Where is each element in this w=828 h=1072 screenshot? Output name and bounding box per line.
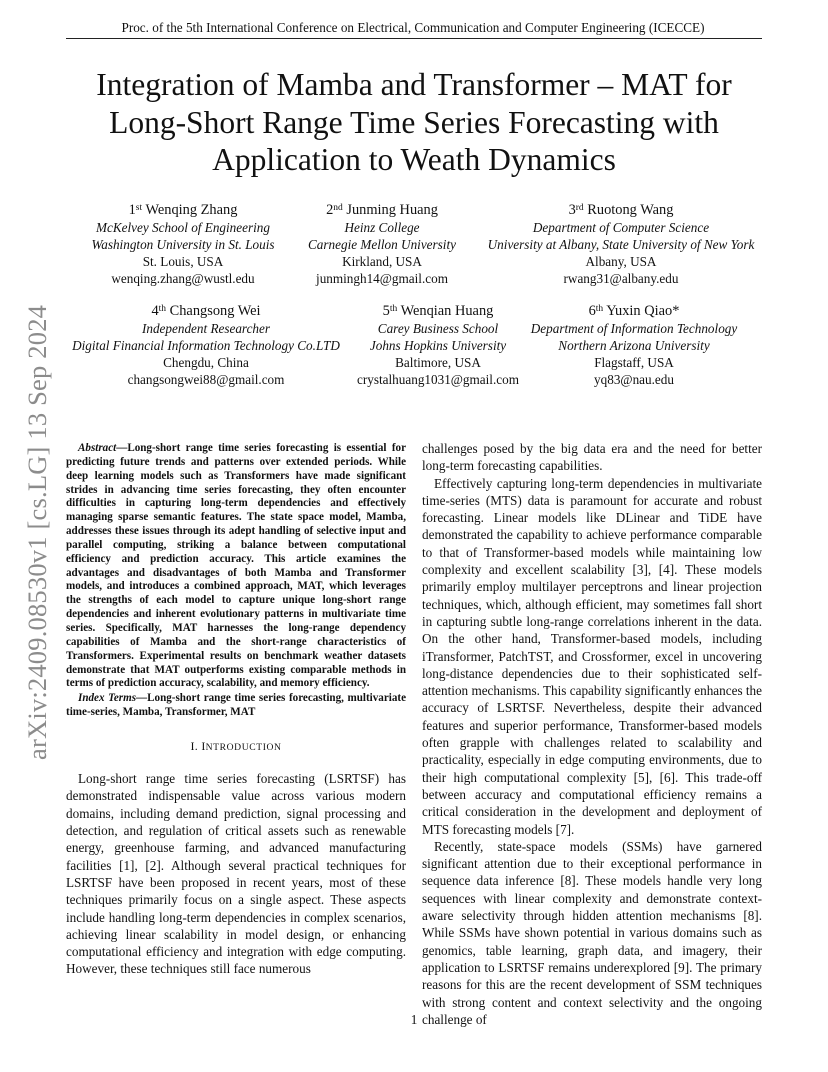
- section-heading: I. INTRODUCTION: [190, 738, 282, 753]
- abstract: [66, 442, 406, 691]
- author-location: Baltimore, USA: [395, 355, 481, 370]
- author-name: 3rd Ruotong Wang: [568, 202, 674, 218]
- body-paragraph: Effectively capturing long-term dependencies in multivariate time-series (MTS) data is paramount for accurate and robust forecasting. Linear models like DLinear and TiDE have demonstrated the capability to achieve performance comparable to that of Transformer-based models while maintaining low complexity and excellent scalability [3], [4]. These models primarily employ multilayer perceptrons and linear projection techniques, which, although efficient, may sometimes fall short in capturing subtle long-range correlations inherent in the data. On the other hand, Transformer-based models, including iTransformer, PatchTST, and Crossformer, excel in uncovering long-distance dependencies due to their sophisticated self-attention mechanisms. This capability significantly enhances the accuracy of LSRTSF. Nevertheless, despite their advanced features and superior performance, Transformer-based models often grapple with challenges related to scalability and practicality, especially in edge computing environments, due to their high computational complexity [5], [6]. This trade-off between accuracy and computational efficiency remains a critical consideration in the development and deployment of MTS forecasting models [7].: [422, 475, 762, 837]
- author-location: St. Louis, USA: [142, 254, 224, 269]
- author-block-3: [474, 202, 768, 287]
- author-name: 2nd Junming Huang: [326, 202, 438, 218]
- conference-header: Proc. of the 5th International Conference on Electrical, Communication and Computer Engineering (ICECCE): [121, 20, 705, 35]
- author-email: crystalhuang1031@gmail.com: [357, 372, 519, 387]
- author-affiliation: Carey Business School: [377, 321, 499, 336]
- author-name: 1st Wenqing Zhang: [128, 202, 238, 218]
- author-email: yq83@nau.edu: [594, 372, 674, 387]
- author-block-4: [60, 303, 352, 388]
- title-line-1: Integration of Mamba and Transformer – MAT for: [96, 67, 732, 102]
- author-affiliation: Heinz College: [344, 220, 420, 235]
- index-terms: [66, 692, 406, 720]
- paper-title: [40, 66, 788, 179]
- body-paragraph: challenges posed by the big data era and the need for better long-term forecasting capabilities.: [422, 441, 762, 474]
- author-name: 4th Changsong Wei: [151, 303, 261, 319]
- left-column: [66, 442, 406, 978]
- author-name: 6th Yuxin Qiao*: [588, 303, 680, 319]
- author-name: 5th Wenqian Huang: [382, 303, 494, 319]
- body-paragraph: Recently, state-space models (SSMs) have garnered significant attention due to their exceptional performance in sequence data inference [8]. These models handle very long sequences with linear complexity and demonstrate context-aware selectivity through hidden attention mechanisms [8]. While SSMs have shown potential in various domains such as genomics, table learning, graph data, and imagery, their application to LSRTSF remains underexplored [9]. The primary reasons for this are the recent development of SSM techniques with strong content and context selectivity and the ongoing challenge of: [422, 838, 762, 1027]
- author-institution: University at Albany, State University of New York: [487, 237, 755, 252]
- title-line-2: Long-Short Range Time Series Forecasting with: [109, 104, 719, 140]
- index-terms-label: Index Terms: [78, 692, 137, 705]
- author-email: wenqing.zhang@wustl.edu: [111, 271, 255, 286]
- abstract-label: Abstract: [78, 442, 117, 454]
- author-block-2: [296, 202, 468, 287]
- right-column: [422, 440, 762, 1028]
- author-email: changsongwei88@gmail.com: [127, 372, 285, 387]
- author-institution: Digital Financial Information Technology Co.LTD: [72, 338, 340, 353]
- author-institution: Johns Hopkins University: [369, 338, 507, 353]
- author-block-1: [76, 202, 290, 287]
- author-location: Chengdu, China: [163, 355, 249, 370]
- author-block-6: [524, 303, 744, 388]
- author-location: Kirkland, USA: [342, 254, 422, 269]
- intro-paragraph: Long-short range time series forecasting (LSRTSF) has demonstrated indispensable value across various modern domains, including demand prediction, signal processing and detection, and regulation of critical assets such as renewable energy, greenhouse farming, and advanced manufacturing facilities [1], [2]. Although several practical techniques for LSRTSF have been proposed in recent years, most of these techniques primarily focus on a single aspect. These aspects include handling long-term dependencies in complex scenarios, achieving linear scalability in model design, or enhancing computational efficiency and integration with edge computing. However, these techniques still face numerous: [66, 771, 406, 977]
- title-line-3: Application to Weath Dynamics: [212, 142, 616, 177]
- author-institution: Northern Arizona University: [558, 338, 710, 353]
- author-block-5: [346, 303, 530, 388]
- author-institution: Washington University in St. Louis: [91, 237, 275, 252]
- header-rule: [66, 38, 762, 39]
- abstract-text: —Long-short range time series forecasting is essential for predicting future trends and patterns over extended periods. While deep learning models such as Transformers have made significant strides in advancing time series forecasting, they often encounter difficulties in capturing long-term dependencies and effectively managing sparse semantic features. The state space model, Mamba, addresses these issues through its adept handling of selective input and parallel computing, striking a balance between computational efficiency and prediction accuracy. This article examines the advantages and disadvantages of both Mamba and Transformer models, and introduces a combined approach, MAT, which leverages the strengths of each model to capture unique long-short range dependencies and inherent evolutionary patterns in multivariate time series. Specifically, MAT harnesses the long-range dependency capabilities of Mamba and the short-range characteristics of Transformers. Experimental results on benchmark weather datasets demonstrate that MAT outperforms existing comparable methods in terms of prediction accuracy, scalability, and memory efficiency.: [66, 442, 406, 690]
- author-email: rwang31@albany.edu: [563, 271, 679, 286]
- author-affiliation: Department of Information Technology: [530, 321, 738, 336]
- author-email: junmingh14@gmail.com: [316, 271, 448, 286]
- author-affiliation: McKelvey School of Engineering: [96, 220, 270, 235]
- index-terms-text: —Long-short range time series forecasting, multivariate time-series, Mamba, Transformer, MAT: [66, 692, 406, 719]
- author-affiliation: Department of Computer Science: [532, 220, 710, 235]
- author-institution: Carnegie Mellon University: [308, 237, 456, 252]
- author-location: Albany, USA: [585, 254, 657, 269]
- page-number: 1: [410, 1012, 418, 1027]
- author-affiliation: Independent Researcher: [141, 321, 271, 336]
- arxiv-identifier: arXiv:2409.08530v1 [cs.LG] 13 Sep 2024: [22, 304, 52, 760]
- author-location: Flagstaff, USA: [594, 355, 674, 370]
